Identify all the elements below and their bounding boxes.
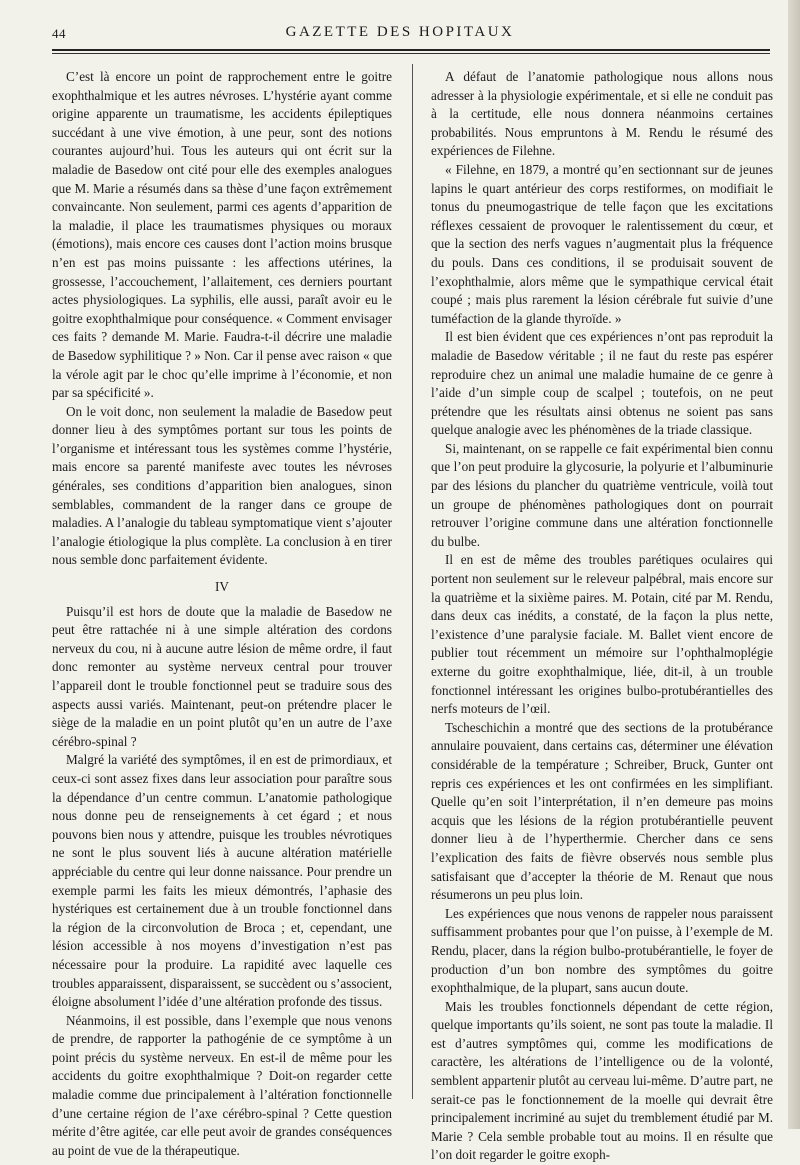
page-edge bbox=[788, 0, 800, 1129]
paragraph: On le voit donc, non seulement la maladie de Basedow peut donner lieu à des symptômes portant sur tous les points de l’organisme et intéressant tous les systèmes comme l’hystérie, mais encore sa parenté manifeste avec toutes les névroses générales, ses conditions d’apparition bien analogues, sinon semblables, commandent de la ranger dans ce groupe de maladies. A l’analogie du tableau symptomatique vient s’ajouter l’analogie étiologique la plus complète. La conclusion à en tirer nous semble donc parfaitement évidente. bbox=[52, 403, 392, 568]
page-number: 44 bbox=[52, 26, 66, 41]
paragraph: Néanmoins, il est possible, dans l’exemple que nous venons de prendre, de rapporter la pathogénie de ce symptôme à un point précis du système nerveux. En est-il de même pour les accidents du goitre exophthalmique ? Doit-on regarder cette maladie comme due principalement à l’altération fonctionnelle d’une certaine région de l’axe cérébro-spinal ? Cette question mérite d’être agitée, car elle peut avoir de grandes conséquences au point de vue de la thérapeutique. bbox=[52, 1012, 392, 1158]
paragraph: Les expériences que nous venons de rappeler nous paraissent suffisamment probantes pour que l’on puisse, à l’exemple de M. Rendu, placer, dans la région bulbo-protubérantielle, le foyer de production d’un bon nombre des symptômes du goitre exophthalmique, de la plupart, sans aucun doute. bbox=[431, 905, 773, 996]
section-heading: IV bbox=[215, 579, 229, 595]
paragraph: « Filehne, en 1879, a montré qu’en sectionnant sur de jeunes lapins le quart antérieur des corps restiformes, on modifiait le tonus du pneumogastrique de telle façon que les excitations réflexes cessaient de provoquer le ralentissement du cœur, et que la section des nerfs vagues n’augmentait plus la fréquence du pouls. Dans ces conditions, il se produisait souvent de l’exophthalmie, alors même que le sympathique cervical était coupé ; mais plus rarement la lésion cérébrale fut suivie d’une tuméfaction de la glande thyroïde. » bbox=[431, 161, 773, 326]
paragraph: Si, maintenant, on se rappelle ce fait expérimental bien connu que l’on peut produire la glycosurie, la polyurie et l’albuminurie par des lésions du plancher du quatrième ventricule, voilà tout un groupe de phénomènes pathologiques dont on pourrait retrouver l’origine commune dans une altération fonctionnelle du bulbe. bbox=[431, 440, 773, 549]
right-column bbox=[431, 68, 773, 1165]
paragraph: Malgré la variété des symptômes, il en est de primordiaux, et ceux-ci sont assez fixes dans leur association pour paraître sous la dépendance d’un centre commun. L’anatomie pathologique nous donne peu de renseignements à cet égard ; et nous pouvons bien nous y attendre, puisque les troubles névrotiques ne sont le plus souvent liés à aucune altération matérielle appréciable du centre qui leur donne naissance. Pour prendre un exemple parmi les faits les mieux démontrés, l’aphasie des hystériques est certainement due à un trouble fonctionnel dans la région de la circonvolution de Broca ; et, cependant, une lésion accessible à nos moyens d’investigation n’est pas nécessaire pour la produire. La rapidité avec laquelle ces troubles apparaissent, disparaissent, se succèdent ou s’associent, éloigne absolument l’idée d’une altération profonde des tissus. bbox=[52, 752, 392, 1010]
column-divider bbox=[412, 64, 413, 1099]
paragraph: Il est bien évident que ces expériences n’ont pas reproduit la maladie de Basedow véritable ; il ne faut du reste pas espérer reproduire chez un animal une maladie humaine de ce genre à l’aide d’un simple coup de scalpel ; toutefois, on ne peut prétendre que les résultats ainsi obtenus ne soient pas sans quelque analogie avec les phénomènes de la triade classique. bbox=[431, 329, 773, 438]
paragraph: Mais les troubles fonctionnels dépendant de cette région, quelque importants qu’ils soient, ne sont pas toute la maladie. Il est d’autres symptômes qui, comme les modifications de caractère, les altérations de l’intelligence ou de la volonté, semblent appartenir plutôt au cerveau lui-même. D’autre part, ne serait-ce pas le fonctionnement de la moelle qui devrait être principalement incriminé au sujet du tremblement étudié par M. Marie ? Cela semble probable tout au moins. Il en résulte que l’on doit regarder le goitre exoph- bbox=[431, 998, 773, 1163]
header-rule bbox=[52, 49, 770, 51]
paragraph: C’est là encore un point de rapprochement entre le goitre exophthalmique et les autres névroses. L’hystérie ayant comme origine apparente un traumatisme, les accidents épileptiques succédant à une vive émotion, à une peur, sont des notions courantes aujourd’hui. Tous les auteurs qui ont écrit sur la maladie de Basedow ont cité pour elle des exemples analogues que M. Marie a résumés dans sa thèse d’une façon extrêmement convaincante. Non seulement, parmi ces agents d’apparition de la maladie, il place les traumatismes physiques ou moraux (émotions), mais encore ces causes dont l’action moins brusque n’en est pas moins puissante : les affections utérines, la grossesse, l’accouchement, l’allaitement, ces derniers pourtant actes physiologiques. La syphilis, elle aussi, paraît avoir eu le goitre exophthalmique pour conséquence. « Comment envisager ces faits ? demande M. Marie. Faudra-t-il décrire une maladie de Basedow syphilitique ? » Non. Car il pense avec raison « que la vérole agit par le choc qu’elle imprime à l’économie, et non par sa spécificité ». bbox=[52, 69, 392, 401]
paragraph: A défaut de l’anatomie pathologique nous allons nous adresser à la physiologie expérimentale, et si elle ne conduit pas à la certitude, elle nous donnera néanmoins certaines probabilités. Nous empruntons à M. Rendu le résumé des expériences de Filehne. bbox=[431, 69, 773, 159]
paragraph: Puisqu’il est hors de doute que la maladie de Basedow ne peut être rattachée ni à une simple altération des cordons nerveux du cou, ni à aucune autre lésion de même ordre, il faut donc remonter au système nerveux central pour trouver l’appareil dont le trouble fonctionnel peut se traduire sous des aspects aussi variés. Maintenant, peut-on prétendre placer le siège de la maladie en un point plutôt qu’en un autre de l’axe cérébro-spinal ? bbox=[52, 603, 392, 749]
header-rule-thin bbox=[52, 53, 770, 54]
paragraph: Il en est de même des troubles parétiques oculaires qui portent non seulement sur le releveur palpébral, mais encore sur la quatrième et la sixième paires. M. Potain, cité par M. Rendu, dans deux cas inédits, a constaté, de la façon la plus nette, l’existence d’une paralysie faciale. M. Ballet vient encore de publier tout récemment un mémoire sur l’ophthalmoplégie externe du goitre exophthalmique, liée, dit-il, à un trouble fonctionnel intéressant les origines bulbo-protubérantielles des nerfs moteurs de l’œil. bbox=[431, 552, 773, 717]
paragraph: Tscheschichin a montré que des sections de la protubérance annulaire pouvaient, dans certains cas, déterminer une élévation considérable de la température ; Schreiber, Bruck, Gunter ont repris ces expériences et les ont confirmées en les simplifiant. Quelle qu’en soit l’interprétation, il n’en demeure pas moins acquis que les lésions de la région protubérantielle peuvent donner lieu à de l’hyperthermie. Chercher dans ce sens l’explication des faits de fièvre observés nous semble plus satisfaisant que d’accepter la théorie de M. Renaut que nous résumerons un peu plus loin. bbox=[431, 719, 773, 903]
journal-title: GAZETTE DES HOPITAUX bbox=[285, 24, 515, 40]
left-column bbox=[52, 68, 392, 1160]
